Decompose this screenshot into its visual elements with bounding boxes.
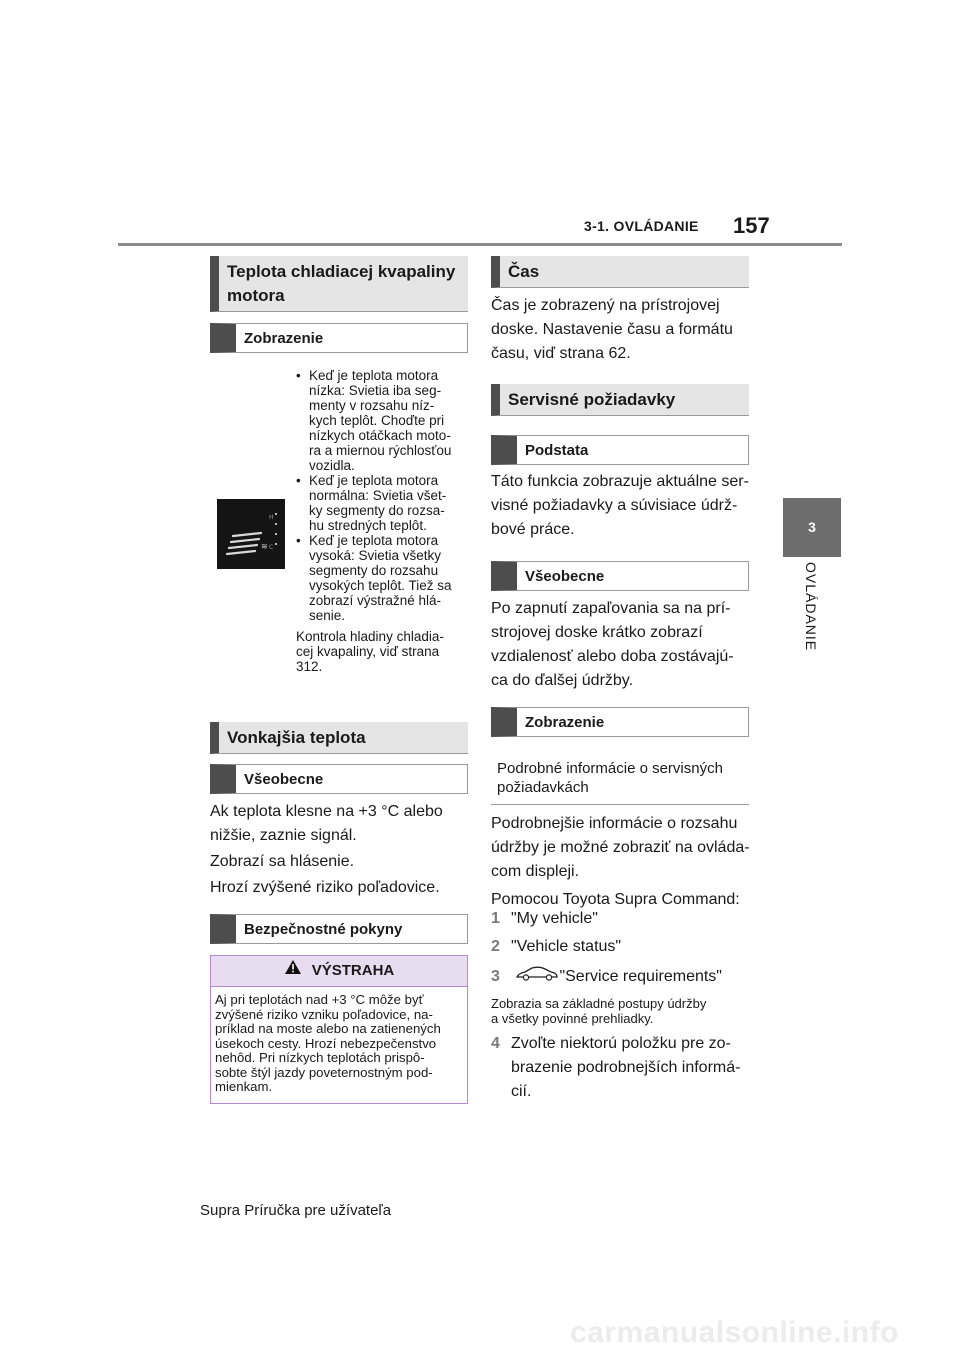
list-item: • Keď je teplota motora vysoká: Svietia všetky segmenty do rozsahu vysokých teplôt. Tiež sa zobrazí výstražné hlá- senie. xyxy=(296,533,468,623)
service-general-subheading: Všeobecne xyxy=(491,561,749,591)
safety-subheading: Bezpečnostné pokyny xyxy=(210,914,468,944)
car-icon xyxy=(515,965,559,989)
service-steps xyxy=(491,907,757,991)
svg-text:C: C xyxy=(269,544,274,551)
service-heading: Servisné požiadavky xyxy=(491,384,749,416)
service-detail-heading: Podrobné informácie o servisných požiadavkách xyxy=(491,747,749,805)
chapter-tab-label: OVLÁDANIE xyxy=(803,562,819,652)
coolant-display-subheading: Zobrazenie xyxy=(210,323,468,353)
coolant-bullet-list xyxy=(296,368,468,674)
warning-header: VÝSTRAHA xyxy=(211,956,467,987)
svg-text:H: H xyxy=(269,514,274,521)
outside-temp-heading: Vonkajšia teplota xyxy=(210,722,468,754)
footer-text: Supra Príručka pre užívateľa xyxy=(200,1202,392,1219)
outside-temp-subheading: Všeobecne xyxy=(210,764,468,794)
list-item: • Keď je teplota motora nízka: Svietia iba seg- menty v rozsahu níz- kych teplôt. Choďte pri nízkych otáčkach moto- ra a miernou rýchlosťou vozidla. xyxy=(296,368,468,473)
outside-temp-text: Ak teplota klesne na +3 °C alebo nižšie, zaznie signál. Zobrazí sa hlásenie. Hrozí zvýšené riziko poľadovice. xyxy=(210,803,443,896)
warning-triangle-icon xyxy=(284,956,302,986)
section-title: 3-1. OVLÁDANIE xyxy=(584,218,699,234)
service-display-subheading: Zobrazenie xyxy=(491,707,749,737)
page-number: 157 xyxy=(733,213,770,238)
time-heading: Čas xyxy=(491,256,749,288)
list-item: • Keď je teplota motora normálna: Svietia všet- ky segmenty do rozsa- hu stredných teplôt. xyxy=(296,473,468,533)
service-principle-text: Táto funkcia zobrazuje aktuálne ser- visné požiadavky a súvisiace údrž- bové práce. xyxy=(491,473,749,538)
service-detail-text: Podrobnejšie informácie o rozsahu údržby je možné zobraziť na ovláda- com displeji. Pomocou Toyota Supra Command: xyxy=(491,815,750,908)
time-text: Čas je zobrazený na prístrojovej doske. Nastavenie času a formátu času, viď strana 62. xyxy=(491,297,733,362)
service-general-text: Po zapnutí zapaľovania sa na prí- strojovej doske krátko zobrazí vzdialenosť alebo doba zostávajú- ca do ďalšej údržby. xyxy=(491,600,734,689)
warning-box xyxy=(210,955,468,1104)
list-item: 1 "My vehicle" xyxy=(491,910,598,927)
service-principle-subheading: Podstata xyxy=(491,435,749,465)
chapter-tab-number: 3 xyxy=(783,498,841,557)
list-item: 2 "Vehicle status" xyxy=(491,938,622,955)
watermark: carmanualsonline.info xyxy=(570,1316,899,1349)
list-item: 3 "Service requirements" xyxy=(491,965,757,991)
coolant-note: Kontrola hladiny chladia- cej kvapaliny, viď strana 312. xyxy=(296,629,444,674)
svg-text:≋: ≋ xyxy=(261,542,268,551)
header-rule xyxy=(118,243,842,246)
coolant-gauge-image xyxy=(217,499,285,569)
service-steps-note: Zobrazia sa základné postupy údržby a všetky povinné prehliadky. xyxy=(491,996,707,1026)
warning-text: Aj pri teplotách nad +3 °C môže byť zvýšené riziko vzniku poľadovice, na- príklad na moste alebo na zatienených úsekoch cesty. Hrozí nebezpečenstvo nehôd. Pri nízkych teplotách prispô- sobte štýl jazdy poveternostným pod- mienkam. xyxy=(215,992,441,1094)
coolant-heading: Teplota chladiacej kvapaliny motora xyxy=(210,256,468,312)
service-step-4: 4 Zvoľte niektorú položku pre zo- brazenie podrobnejších informá- cií. xyxy=(491,1035,741,1100)
